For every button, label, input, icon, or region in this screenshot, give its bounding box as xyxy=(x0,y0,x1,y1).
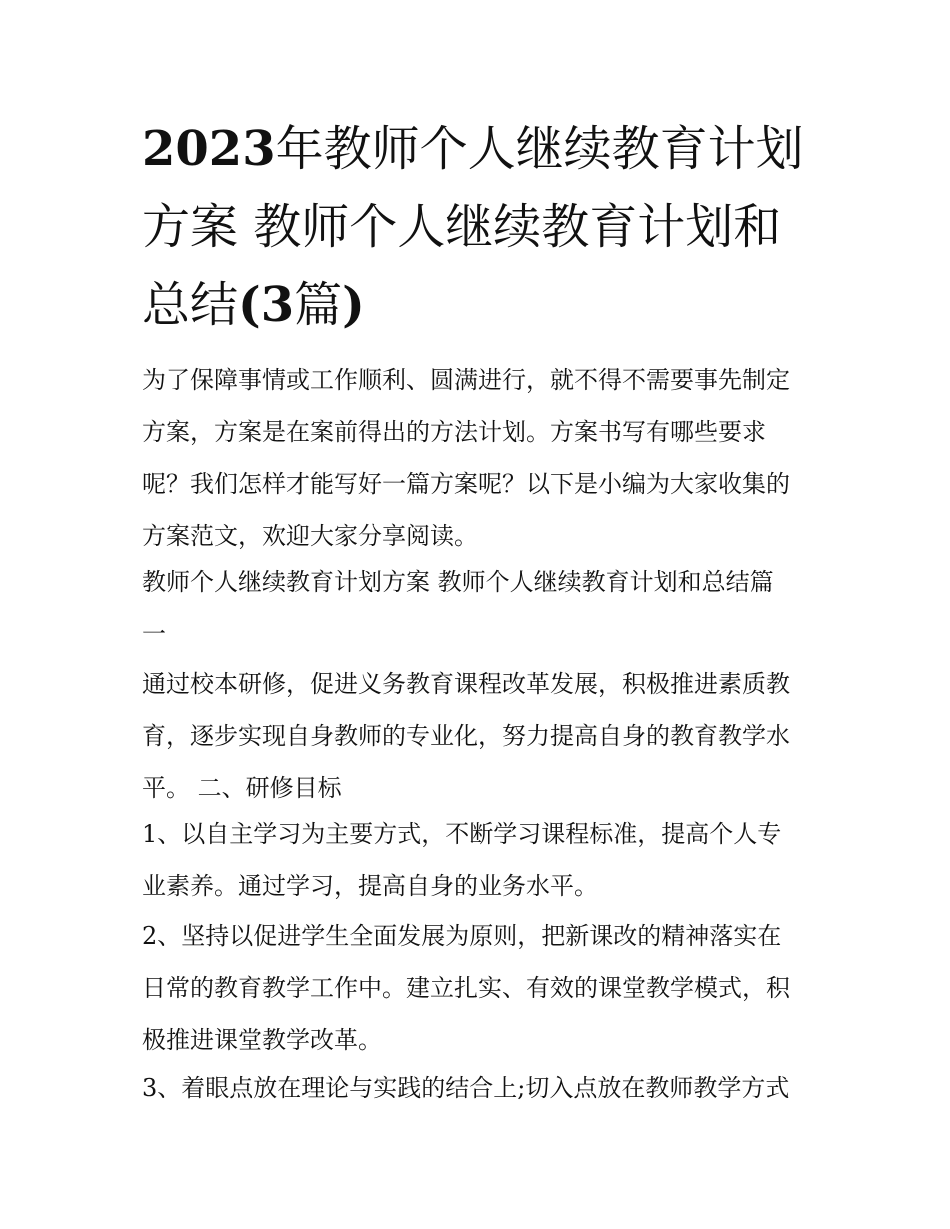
title-line-3 xyxy=(142,266,822,344)
intro-line: 为了保障事情或工作顺利、圆满进行，就不得不需要事先制定 xyxy=(142,366,790,394)
paragraph-1-line: 通过校本研修，促进义务教育课程改革发展，积极推进素质教 xyxy=(142,670,790,698)
title-line-1-text: 年教师个人继续教育计划 xyxy=(275,121,804,177)
section-heading-line: 教师个人继续教育计划方案 教师个人继续教育计划和总结篇 xyxy=(142,568,774,596)
title-line-3-end: ) xyxy=(342,277,365,333)
intro-line: 呢？我们怎样才能写好一篇方案呢？以下是小编为大家收集的 xyxy=(142,470,790,498)
document-title xyxy=(142,110,822,344)
list-item-3 xyxy=(142,1062,822,1114)
paragraph-1-line: 育，逐步实现自身教师的专业化，努力提高自身的教育教学水 xyxy=(142,722,790,750)
list-item-2-line: 极推进课堂教学改革。 xyxy=(142,1026,382,1054)
paragraph-1 xyxy=(142,658,822,814)
section-heading-line: 一 xyxy=(142,620,166,648)
list-item-3-line: 3、着眼点放在理论与实践的结合上;切入点放在教师教学方式 xyxy=(142,1074,790,1102)
list-item-2 xyxy=(142,910,822,1066)
title-line-3-pre: 总结 xyxy=(142,277,239,333)
list-item-1-line: 业素养。通过学习，提高自身的业务水平。 xyxy=(142,872,598,900)
paragraph-1-line: 平。 二、研修目标 xyxy=(142,774,342,802)
title-count: (3 xyxy=(238,277,295,333)
section-heading xyxy=(142,556,822,660)
list-item-1 xyxy=(142,808,822,912)
list-item-2-line: 日常的教育教学工作中。建立扎实、有效的课堂教学模式，积 xyxy=(142,974,790,1002)
title-line-2: 方案 教师个人继续教育计划和 xyxy=(142,199,782,255)
list-item-2-line: 2、坚持以促进学生全面发展为原则，把新课改的精神落实在 xyxy=(142,922,782,950)
list-item-1-line: 1、以自主学习为主要方式，不断学习课程标准，提高个人专 xyxy=(142,820,782,848)
title-year: 2023 xyxy=(142,121,276,177)
title-line-3-mid: 篇 xyxy=(294,277,343,333)
intro-line: 方案范文，欢迎大家分享阅读。 xyxy=(142,522,478,550)
intro-line: 方案，方案是在案前得出的方法计划。方案书写有哪些要求 xyxy=(142,418,766,446)
intro-paragraph xyxy=(142,354,822,562)
title-line-1 xyxy=(142,110,822,188)
